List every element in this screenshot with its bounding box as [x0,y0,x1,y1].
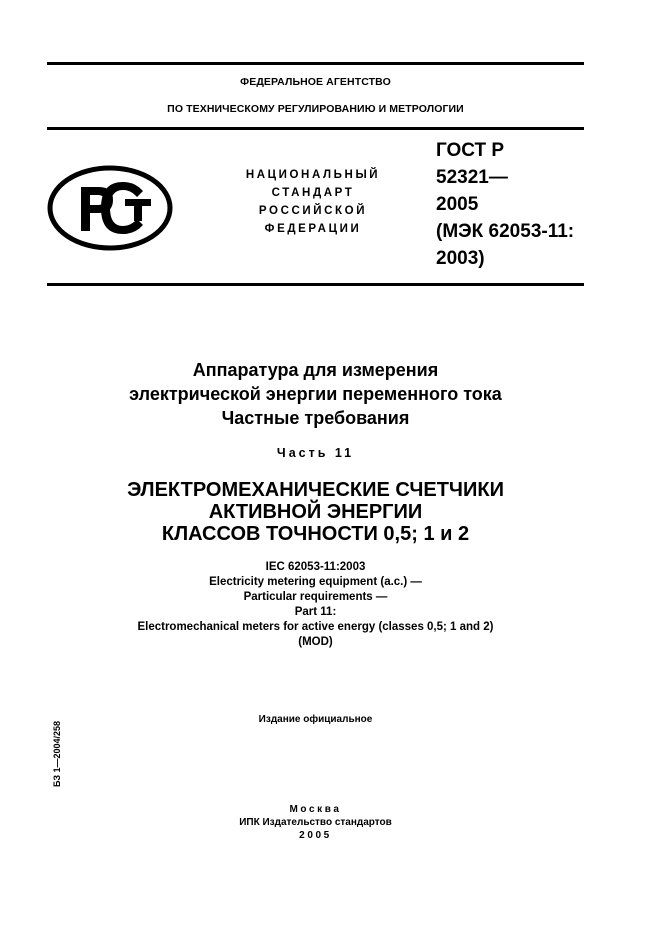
designation-line-1: ГОСТ Р [436,140,505,161]
header-bottom-rule [47,127,584,130]
title-ru-line-1: Аппаратура для измерения [192,360,439,380]
title-ru-line-3: Частные требования [221,408,410,428]
side-code: БЗ 1—2004/258 [52,720,62,787]
edition-label: Издание официальное [258,714,373,725]
main-title-line-2: АКТИВНОЙ ЭНЕРГИИ [208,501,423,523]
iec-line-6: (MOD) [298,636,333,648]
iec-line-2: Electricity metering equipment (a.c.) — [209,576,422,588]
publisher-year: 2005 [299,830,332,841]
rst-certification-mark-icon [47,165,173,251]
title-ru-line-2: электрической энергии переменного тока [129,384,502,404]
designation-line-3: 2005 [436,194,479,215]
designation-line-4: (МЭК 62053-11: [436,221,575,242]
part-label: Часть 11 [276,446,355,460]
standard-label-line-2: СТАНДАРТ [271,187,355,199]
publisher-city: Москва [289,804,342,815]
publisher-block [47,803,584,842]
publisher-name: ИПК Издательство стандартов [239,817,392,828]
iec-line-3: Particular requirements — [243,591,388,603]
iec-line-4: Part 11: [294,606,337,618]
iec-line-5: Electromechanical meters for active energy (classes 0,5; 1 and 2) [137,621,494,633]
main-title-line-3: КЛАССОВ ТОЧНОСТИ 0,5; 1 и 2 [161,523,470,545]
agency-line-2: ПО ТЕХНИЧЕСКОМУ РЕГУЛИРОВАНИЮ И МЕТРОЛОГИИ [167,103,464,115]
designation-bottom-rule [47,283,584,286]
standard-label-line-4: ФЕДЕРАЦИИ [264,223,362,235]
iec-line-1: IEC 62053-11:2003 [265,561,366,573]
agency-line-1: ФЕДЕРАЛЬНОЕ АГЕНТСТВО [240,76,391,88]
main-title [47,479,584,545]
main-title-line-1: ЭЛЕКТРОМЕХАНИЧЕСКИЕ СЧЕТЧИКИ [127,479,504,501]
top-rule [47,62,584,65]
document-title-ru [47,358,584,430]
national-standard-label [226,166,400,238]
standard-label-line-3: РОССИЙСКОЙ [258,205,368,217]
iec-reference [47,560,584,650]
designation-line-2: 52321— [436,167,508,188]
gost-designation [436,137,596,272]
designation-line-5: 2003) [436,248,485,269]
standard-label-line-1: НАЦИОНАЛЬНЫЙ [245,169,381,181]
